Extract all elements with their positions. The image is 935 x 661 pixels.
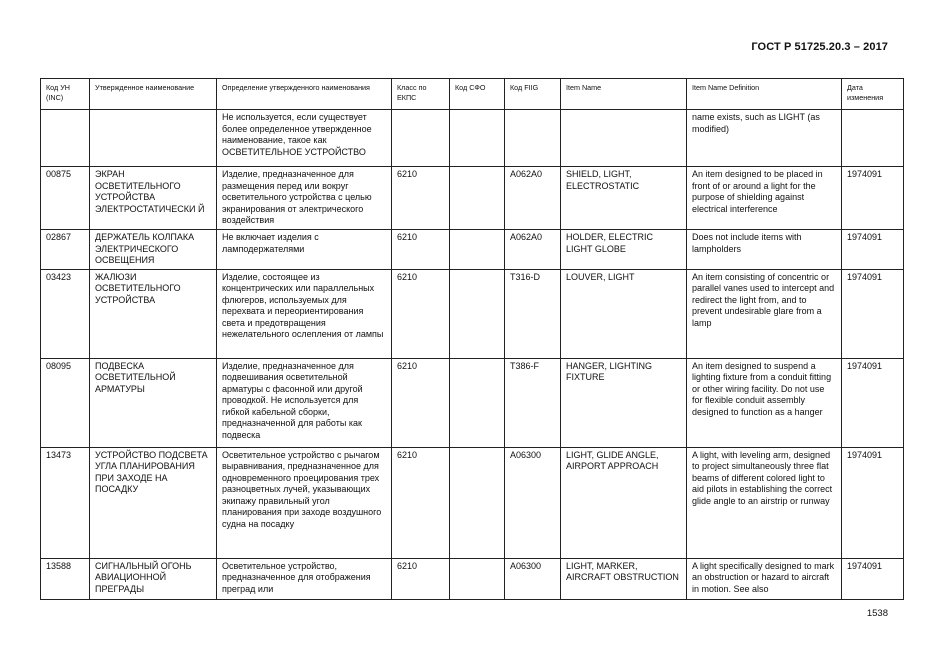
col-header-ekps-class: Класс по ЕКПС — [392, 79, 450, 110]
cell-definition: Осветительное устройство, предназначенное для отображения преград или — [217, 558, 392, 599]
cell-date: 1974091 — [842, 269, 904, 358]
cell-sfo — [450, 358, 505, 447]
cell-item-name: HANGER, LIGHTING FIXTURE — [561, 358, 687, 447]
cell-name: ЭКРАН ОСВЕТИТЕЛЬНОГО УСТРОЙСТВА ЭЛЕКТРОСТАТИЧЕСКИ Й — [90, 167, 217, 230]
table-row — [41, 269, 904, 358]
cell-date — [842, 110, 904, 167]
cell-fiig: T316-D — [505, 269, 561, 358]
cell-sfo — [450, 447, 505, 558]
cell-code: 00875 — [41, 167, 90, 230]
classifier-table — [40, 78, 904, 600]
cell-item-name — [561, 110, 687, 167]
cell-item-definition: A light, with leveling arm, designed to project simultaneously three flat beams of different colored light to aid pilots in establishing the correct glide angle to an airstrip or runway — [687, 447, 842, 558]
table-row — [41, 558, 904, 599]
col-header-item-name: Item Name — [561, 79, 687, 110]
table-header-row — [41, 79, 904, 110]
cell-date: 1974091 — [842, 230, 904, 270]
table-row — [41, 447, 904, 558]
cell-sfo — [450, 167, 505, 230]
cell-fiig: A062A0 — [505, 167, 561, 230]
col-header-fiig-code: Код FIIG — [505, 79, 561, 110]
cell-item-name: LIGHT, GLIDE ANGLE, AIRPORT APPROACH — [561, 447, 687, 558]
cell-fiig: A06300 — [505, 447, 561, 558]
cell-date: 1974091 — [842, 358, 904, 447]
cell-name: УСТРОЙСТВО ПОДСВЕТА УГЛА ПЛАНИРОВАНИЯ ПРИ ЗАХОДЕ НА ПОСАДКУ — [90, 447, 217, 558]
cell-fiig — [505, 110, 561, 167]
cell-date: 1974091 — [842, 558, 904, 599]
cell-definition: Не включает изделия с ламподержателями — [217, 230, 392, 270]
cell-date: 1974091 — [842, 447, 904, 558]
cell-sfo — [450, 110, 505, 167]
col-header-sfo-code: Код СФО — [450, 79, 505, 110]
cell-definition: Осветительное устройство с рычагом выравнивания, предназначенное для одновременного проецирования трех разноцветных лучей, указывающих экипажу правильный угол планирования при заходе воздушного судна на посадку — [217, 447, 392, 558]
cell-name: ЖАЛЮЗИ ОСВЕТИТЕЛЬНОГО УСТРОЙСТВА — [90, 269, 217, 358]
cell-fiig: A06300 — [505, 558, 561, 599]
cell-item-definition: Does not include items with lampholders — [687, 230, 842, 270]
cell-code: 08095 — [41, 358, 90, 447]
cell-name — [90, 110, 217, 167]
cell-item-name: LIGHT, MARKER, AIRCRAFT OBSTRUCTION — [561, 558, 687, 599]
cell-code: 13473 — [41, 447, 90, 558]
cell-name: ДЕРЖАТЕЛЬ КОЛПАКА ЭЛЕКТРИЧЕСКОГО ОСВЕЩЕНИЯ — [90, 230, 217, 270]
cell-item-definition: An item designed to suspend a lighting fixture from a conduit fitting or other wiring facility. Do not use for flexible conduit assembly designed to function as a hanger — [687, 358, 842, 447]
page-number: 1538 — [866, 608, 888, 619]
cell-item-definition: An item designed to be placed in front of or around a light for the purpose of shielding against electrical interference — [687, 167, 842, 230]
cell-item-name: LOUVER, LIGHT — [561, 269, 687, 358]
cell-definition: Не используется, если существует более определенное утвержденное наименование, такое как ОСВЕТИТЕЛЬНОЕ УСТРОЙСТВО — [217, 110, 392, 167]
cell-code: 02867 — [41, 230, 90, 270]
table-row — [41, 230, 904, 270]
cell-class: 6210 — [392, 269, 450, 358]
table-row — [41, 358, 904, 447]
standard-designation: ГОСТ Р 51725.20.3 – 2017 — [751, 41, 888, 53]
cell-definition: Изделие, состоящее из концентрических или параллельных флюгеров, используемых для перехвата и переориентирования света и предотвращения нежелательного ослепления от лампы — [217, 269, 392, 358]
cell-fiig: A062A0 — [505, 230, 561, 270]
cell-sfo — [450, 230, 505, 270]
cell-fiig: T386-F — [505, 358, 561, 447]
cell-name: СИГНАЛЬНЫЙ ОГОНЬ АВИАЦИОННОЙ ПРЕГРАДЫ — [90, 558, 217, 599]
cell-item-name: HOLDER, ELECTRIC LIGHT GLOBE — [561, 230, 687, 270]
cell-class: 6210 — [392, 447, 450, 558]
cell-class: 6210 — [392, 167, 450, 230]
cell-code: 03423 — [41, 269, 90, 358]
cell-item-name: SHIELD, LIGHT, ELECTROSTATIC — [561, 167, 687, 230]
cell-definition: Изделие, предназначенное для подвешивания осветительной арматуры с фасонной или другой проводкой. Не используется для гибкой кабельной сборки, предназначенной для работы как подвеска — [217, 358, 392, 447]
col-header-code: Код УН (INC) — [41, 79, 90, 110]
cell-sfo — [450, 558, 505, 599]
cell-sfo — [450, 269, 505, 358]
cell-code — [41, 110, 90, 167]
cell-class: 6210 — [392, 358, 450, 447]
cell-class: 6210 — [392, 558, 450, 599]
col-header-definition: Определение утвержденного наименования — [217, 79, 392, 110]
col-header-approved-name: Утвержденное наименование — [90, 79, 217, 110]
cell-code: 13588 — [41, 558, 90, 599]
col-header-change-date: Дата изменения — [842, 79, 904, 110]
cell-class — [392, 110, 450, 167]
cell-item-definition: A light specifically designed to mark an obstruction or hazard to aircraft in motion. See also — [687, 558, 842, 599]
table-row — [41, 167, 904, 230]
col-header-item-definition: Item Name Definition — [687, 79, 842, 110]
cell-date: 1974091 — [842, 167, 904, 230]
cell-definition: Изделие, предназначенное для размещения перед или вокруг осветительного устройства с целью экранирования от электрического воздействия — [217, 167, 392, 230]
cell-item-definition: name exists, such as LIGHT (as modified) — [687, 110, 842, 167]
cell-class: 6210 — [392, 230, 450, 270]
cell-item-definition: An item consisting of concentric or parallel vanes used to intercept and redirect the light from, and to prevent undesirable glare from a lamp — [687, 269, 842, 358]
cell-name: ПОДВЕСКА ОСВЕТИТЕЛЬНОЙ АРМАТУРЫ — [90, 358, 217, 447]
table-row — [41, 110, 904, 167]
